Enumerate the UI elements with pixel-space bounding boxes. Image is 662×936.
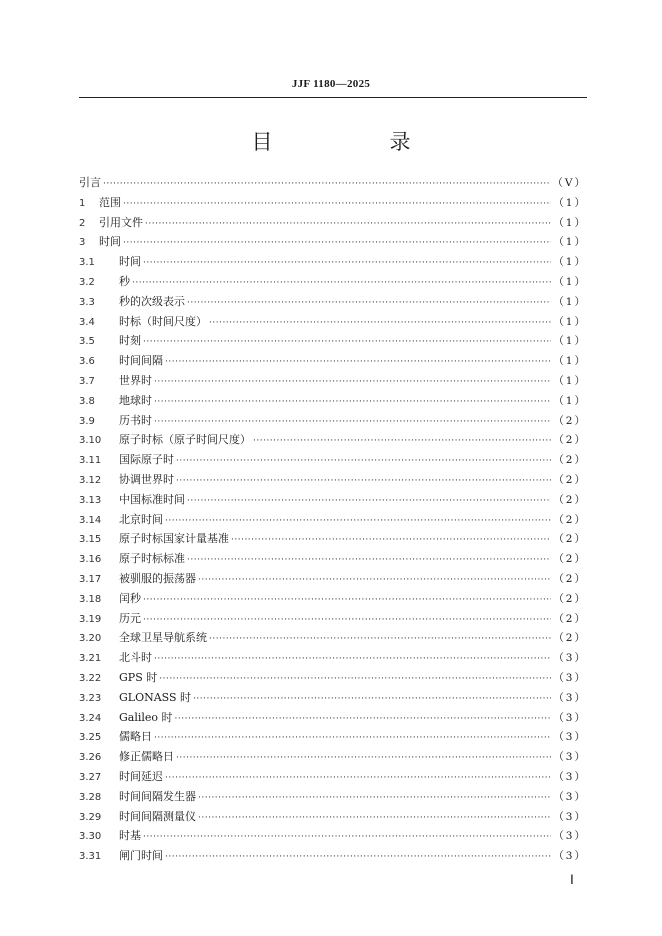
toc-entry-page: （2） <box>553 612 587 625</box>
toc-entry[interactable] <box>79 451 587 471</box>
toc-entry-number: 3.11 <box>79 455 102 467</box>
toc-entry[interactable] <box>79 728 587 748</box>
toc-entry-page: （Ⅴ） <box>552 177 587 189</box>
toc-entry-number: 3.7 <box>79 375 95 387</box>
toc-entry-number: 3.21 <box>79 653 102 665</box>
toc-entry[interactable] <box>79 550 587 570</box>
toc-entry-number: 3.14 <box>79 514 102 526</box>
dot-leader <box>143 832 551 842</box>
toc-entry-label: 地球时 <box>119 393 152 407</box>
header-rule <box>79 97 587 98</box>
toc-entry[interactable] <box>79 313 587 333</box>
toc-entry-label: 引用文件 <box>99 215 143 229</box>
toc-entry-label: Galileo 时 <box>119 710 173 724</box>
toc-entry-label: 原子时标国家计量基准 <box>119 532 229 546</box>
toc-entry-number: 2 <box>79 217 86 229</box>
toc-entry[interactable] <box>79 669 587 689</box>
toc-entry-number: 3.5 <box>79 336 95 348</box>
dot-leader <box>165 773 551 783</box>
toc-entry-page: （1） <box>553 295 587 308</box>
page-number: Ⅰ <box>570 872 574 887</box>
toc-entry-page: （1） <box>553 236 587 249</box>
toc-entry-label: 时刻 <box>119 334 141 348</box>
dot-leader <box>123 238 551 248</box>
toc-entry-label: 历书时 <box>119 413 152 427</box>
toc-entry-label: 时间间隔 <box>119 354 163 368</box>
toc-entry-number: 3.28 <box>79 791 102 803</box>
dot-leader <box>103 179 550 189</box>
toc-entry-label: 秒的次级表示 <box>119 294 185 308</box>
toc-entry-label: 时间 <box>119 255 141 269</box>
dot-leader <box>187 555 551 565</box>
toc-entry-label: 中国标准时间 <box>119 492 185 506</box>
toc-entry-number: 3.1 <box>79 257 95 269</box>
toc-entry-label: 儒略日 <box>119 730 152 744</box>
toc-entry[interactable] <box>79 293 587 313</box>
toc-entry-page: （2） <box>553 533 587 546</box>
toc-entry-label: 北京时间 <box>119 512 163 526</box>
dot-leader <box>198 575 551 585</box>
toc-entry-label: 时间 <box>99 235 121 249</box>
toc-entry-number: 3.22 <box>79 672 102 684</box>
toc-entry[interactable] <box>79 530 587 550</box>
toc-title: 目 录 <box>251 130 459 154</box>
toc-entry-page: （1） <box>553 355 587 368</box>
toc-entry-number: 3.23 <box>79 692 102 704</box>
toc-entry[interactable] <box>79 827 587 847</box>
toc-entry[interactable] <box>79 372 587 392</box>
toc-entry-label: 修正儒略日 <box>119 750 174 764</box>
dot-leader <box>209 634 551 644</box>
toc-entry-number: 3.6 <box>79 356 95 368</box>
toc-entry-page: （1） <box>553 394 587 407</box>
toc-entry-number: 3.12 <box>79 474 102 486</box>
dot-leader <box>165 357 551 367</box>
toc-entry[interactable] <box>79 768 587 788</box>
toc-entry[interactable] <box>79 511 587 531</box>
toc-entry[interactable] <box>79 808 587 828</box>
toc-entry[interactable] <box>79 412 587 432</box>
toc-entry[interactable] <box>79 847 587 867</box>
document-code-header: JJF 1180—2025 <box>291 78 371 90</box>
toc-entry[interactable] <box>79 788 587 808</box>
dot-leader <box>187 496 551 506</box>
toc-entry-label: 范围 <box>99 195 121 209</box>
dot-leader <box>143 615 551 625</box>
toc-entry-label: 引言 <box>79 176 101 189</box>
toc-entry-label: 被驯服的振荡器 <box>119 571 196 585</box>
toc-entry-number: 3 <box>79 237 86 249</box>
toc-entry-label: 协调世界时 <box>119 472 174 486</box>
dot-leader <box>176 476 551 486</box>
dot-leader <box>159 674 551 684</box>
toc-entry[interactable] <box>79 273 587 293</box>
toc-entry[interactable] <box>79 590 587 610</box>
toc-entry-label: 时标（时间尺度） <box>119 314 207 328</box>
toc-entry[interactable] <box>79 491 587 511</box>
toc-entry-page: （2） <box>553 473 587 486</box>
toc-entry-page: （3） <box>553 711 587 724</box>
toc-entry-page: （1） <box>553 196 587 209</box>
dot-leader <box>143 595 551 605</box>
toc-entry-label: 时间延迟 <box>119 769 163 783</box>
toc-entry-number: 3.25 <box>79 732 102 744</box>
toc-entry-page: （1） <box>553 315 587 328</box>
toc-entry[interactable] <box>79 570 587 590</box>
toc-entry-label: 原子时标（原子时间尺度） <box>119 433 251 447</box>
dot-leader <box>209 318 551 328</box>
toc-entry-page: （2） <box>553 632 587 645</box>
dot-leader <box>231 535 551 545</box>
toc-entry-label: 时间间隔测量仪 <box>119 809 196 823</box>
dot-leader <box>198 813 551 823</box>
toc-entry-number: 3.16 <box>79 554 102 566</box>
toc-entry-label: 国际原子时 <box>119 453 174 467</box>
toc-entry[interactable] <box>79 431 587 451</box>
toc-entry-number: 3.31 <box>79 851 102 863</box>
toc-entry[interactable] <box>79 332 587 352</box>
toc-entry[interactable] <box>79 233 587 253</box>
toc-entry-page: （2） <box>553 414 587 427</box>
toc-entry-number: 3.29 <box>79 811 102 823</box>
toc-entry[interactable] <box>79 352 587 372</box>
toc-entry-label: 北斗时 <box>119 651 152 665</box>
toc-entry[interactable] <box>79 709 587 729</box>
toc-entry-label: GPS 时 <box>119 670 158 684</box>
toc-entry-page: （3） <box>553 671 587 684</box>
toc-entry-page: （1） <box>553 256 587 269</box>
toc-entry-number: 3.27 <box>79 771 102 783</box>
toc-entry-page: （1） <box>553 335 587 348</box>
dot-leader <box>154 417 551 427</box>
toc-entry-number: 3.8 <box>79 395 95 407</box>
toc-entry-page: （3） <box>553 790 587 803</box>
dot-leader <box>143 337 551 347</box>
toc-entry-label: 时间间隔发生器 <box>119 789 196 803</box>
dot-leader <box>143 258 551 268</box>
dot-leader <box>132 278 551 288</box>
toc-entry-page: （2） <box>553 513 587 526</box>
toc-entry-number: 3.30 <box>79 831 102 843</box>
toc-entry-page: （2） <box>553 572 587 585</box>
toc-entry-number: 3.17 <box>79 573 102 585</box>
dot-leader <box>154 733 551 743</box>
toc-entry-number: 3.4 <box>79 316 95 328</box>
toc-entry-page: （1） <box>553 374 587 387</box>
toc-entry-number: 3.19 <box>79 613 102 625</box>
toc-entry-page: （3） <box>553 691 587 704</box>
toc-entry[interactable] <box>79 392 587 412</box>
toc-entry-page: （3） <box>553 810 587 823</box>
toc-entry-number: 3.2 <box>79 276 95 288</box>
toc-entry-label: 世界时 <box>119 373 152 387</box>
dot-leader <box>198 793 551 803</box>
toc-entry-page: （3） <box>553 770 587 783</box>
dot-leader <box>154 654 551 664</box>
toc-entry-number: 3.24 <box>79 712 102 724</box>
toc-entry-number: 3.10 <box>79 435 102 447</box>
dot-leader <box>193 694 551 704</box>
toc-entry-page: （3） <box>553 751 587 764</box>
toc-entry-label: 全球卫星导航系统 <box>119 631 207 645</box>
dot-leader <box>145 219 551 229</box>
toc-entry-page: （1） <box>553 216 587 229</box>
toc-entry-page: （2） <box>553 592 587 605</box>
toc-entry[interactable] <box>79 748 587 768</box>
toc-entry-label: 闸门时间 <box>119 849 163 863</box>
toc-entry-label: 秒 <box>119 274 130 288</box>
toc-entry-number: 3.13 <box>79 494 102 506</box>
toc-entry[interactable] <box>79 629 587 649</box>
dot-leader <box>187 298 551 308</box>
toc-entry-page: （1） <box>553 275 587 288</box>
toc-entry-page: （3） <box>553 850 587 863</box>
toc-entry[interactable] <box>79 471 587 491</box>
toc-entry-label: 历元 <box>119 611 141 625</box>
toc-entry-page: （2） <box>553 493 587 506</box>
dot-leader <box>154 377 551 387</box>
toc-entry-number: 3.26 <box>79 752 102 764</box>
toc-entry-page: （2） <box>553 454 587 467</box>
toc-entry-page: （2） <box>553 553 587 566</box>
toc-entry-label: 闰秒 <box>119 591 141 605</box>
dot-leader <box>253 436 551 446</box>
toc-entry-number: 3.9 <box>79 415 95 427</box>
toc-entry-page: （3） <box>553 830 587 843</box>
dot-leader <box>154 397 551 407</box>
dot-leader <box>176 456 551 466</box>
toc-entry[interactable] <box>79 214 587 234</box>
dot-leader <box>175 714 552 724</box>
toc-entry[interactable] <box>79 610 587 630</box>
toc-entry-page: （3） <box>553 652 587 665</box>
toc-entry-number: 1 <box>79 197 86 209</box>
toc-entry-number: 3.18 <box>79 593 102 605</box>
dot-leader <box>165 852 551 862</box>
toc-entry[interactable] <box>79 689 587 709</box>
toc-entry[interactable] <box>79 194 587 214</box>
toc-entry-page: （2） <box>553 434 587 447</box>
toc-entry-label: 原子时标标准 <box>119 552 185 566</box>
dot-leader <box>176 753 551 763</box>
toc-entry[interactable] <box>79 253 587 273</box>
toc-entry-number: 3.20 <box>79 633 102 645</box>
toc-entry-number: 3.15 <box>79 534 102 546</box>
toc-entry-page: （3） <box>553 731 587 744</box>
toc-entry-label: GLONASS 时 <box>119 690 192 704</box>
dot-leader <box>123 199 551 209</box>
toc-entry-number: 3.3 <box>79 296 95 308</box>
dot-leader <box>165 516 551 526</box>
toc-entry[interactable] <box>79 649 587 669</box>
toc-entry[interactable] <box>79 174 587 194</box>
table-of-contents <box>79 174 587 867</box>
toc-entry-label: 时基 <box>119 829 141 843</box>
